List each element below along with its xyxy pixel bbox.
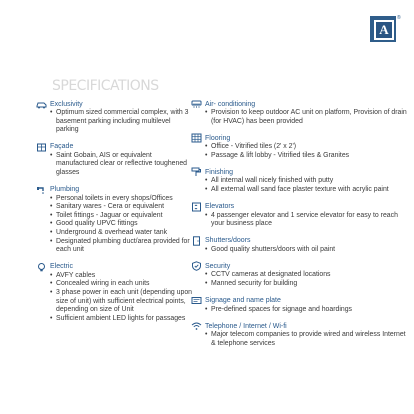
section-label: Telephone / Internet / Wi-fi xyxy=(205,322,287,330)
section-plumbing xyxy=(35,185,195,255)
list-item: • Toilet fittings - Jaguar or equivalent xyxy=(50,212,195,221)
elevator-icon xyxy=(190,202,202,212)
list-item: • Good quality UPVC fittings xyxy=(50,220,195,229)
list-item: • AVFY cables xyxy=(50,272,195,281)
section-elevators xyxy=(190,202,410,229)
section-header xyxy=(190,133,410,143)
section-label: Flooring xyxy=(205,134,231,142)
car-icon xyxy=(35,99,47,109)
section-header xyxy=(190,321,410,331)
list-item: • 4 passenger elevator and 1 service elevator for easy to reach your business place xyxy=(205,212,410,229)
section-label: Exclusivity xyxy=(50,100,83,108)
list-item: • Sufficient ambient LED lights for passages xyxy=(50,315,195,324)
section-list xyxy=(35,152,195,178)
section-label: Air- conditioning xyxy=(205,100,256,108)
list-item: • Concealed wiring in each units xyxy=(50,280,195,289)
section-label: Shutters/doors xyxy=(205,237,251,245)
brand-logo xyxy=(370,15,401,44)
list-item: • Passage & lift lobby - Vitrified tiles & Granites xyxy=(205,152,410,161)
section-telephone-internet-wi-fi xyxy=(190,321,410,348)
section-flooring xyxy=(190,133,410,160)
section-header xyxy=(190,261,410,271)
list-item: • All internal wall nicely finished with putty xyxy=(205,177,410,186)
list-item: • Underground & overhead water tank xyxy=(50,229,195,238)
section-header xyxy=(190,296,410,306)
section-electric xyxy=(35,262,195,324)
section-label: Elevators xyxy=(205,203,235,211)
section-air-conditioning xyxy=(190,99,410,126)
section-header xyxy=(35,142,195,152)
shield-icon xyxy=(190,261,202,271)
left-column xyxy=(35,99,195,330)
paint-roller-icon xyxy=(190,167,202,177)
tiles-icon xyxy=(190,133,202,143)
section-header xyxy=(35,185,195,195)
list-item: • Office - Vitrified tiles (2' x 2') xyxy=(205,143,410,152)
bulb-icon xyxy=(35,262,47,272)
section-label: Finishing xyxy=(205,168,234,176)
list-item: • CCTV cameras at designated locations xyxy=(205,271,410,280)
section-list xyxy=(190,331,410,348)
list-item: • 3 phase power in each unit (depending upon size of unit) with sufficient electrical points, depending on size of Unit xyxy=(50,289,195,315)
building-icon xyxy=(35,142,47,152)
logo-letter: A xyxy=(374,20,394,40)
section-list xyxy=(190,109,410,126)
page-title: SPECIFICATIONS xyxy=(52,78,159,94)
section-list xyxy=(190,306,410,315)
section-label: Security xyxy=(205,262,231,270)
section-header xyxy=(190,236,410,246)
section-header xyxy=(190,202,410,212)
door-icon xyxy=(190,236,202,246)
list-item: • Saint Gobain, AIS or equivalent manufactured clear or reflective toughened glasses xyxy=(50,152,195,178)
wifi-icon xyxy=(190,321,202,331)
section-list xyxy=(190,212,410,229)
registered-mark: ® xyxy=(397,15,401,21)
list-item: • Good quality shutters/doors with oil paint xyxy=(205,246,410,255)
list-item: • Optimum sized commercial complex, with 3 basement parking including multilevel parking xyxy=(50,109,195,135)
faucet-icon xyxy=(35,185,47,195)
section-list xyxy=(190,271,410,288)
signboard-icon xyxy=(190,296,202,306)
section-fa-ade xyxy=(35,142,195,178)
section-label: Signage and name plate xyxy=(205,297,281,305)
section-finishing xyxy=(190,167,410,194)
section-list xyxy=(190,177,410,194)
section-label: Electric xyxy=(50,263,73,271)
section-label: Plumbing xyxy=(50,186,80,194)
list-item: • Designated plumbing duct/area provided for each unit xyxy=(50,238,195,255)
section-signage-and-name-plate xyxy=(190,296,410,315)
right-column xyxy=(190,99,410,355)
section-list xyxy=(35,272,195,324)
list-item: • Pre-defined spaces for signage and hoardings xyxy=(205,306,410,315)
section-list xyxy=(190,246,410,255)
section-list xyxy=(35,109,195,135)
section-header xyxy=(35,99,195,109)
section-list xyxy=(35,195,195,255)
section-header xyxy=(190,99,410,109)
section-label: Façade xyxy=(50,143,74,151)
list-item: • Personal toilets in every shops/Offices xyxy=(50,195,195,204)
section-header xyxy=(190,167,410,177)
section-security xyxy=(190,261,410,288)
list-item: • Major telecom companies to provide wired and wireless Internet & telephone services xyxy=(205,331,410,348)
section-header xyxy=(35,262,195,272)
list-item: • Manned security for building xyxy=(205,280,410,289)
list-item: • Provision to keep outdoor AC unit on platform, Provision of drain (for HVAC) has been provided xyxy=(205,109,410,126)
section-shutters-doors xyxy=(190,236,410,255)
section-list xyxy=(190,143,410,160)
section-exclusivity xyxy=(35,99,195,135)
list-item: • All external wall sand face plaster texture with acrylic paint xyxy=(205,186,410,195)
list-item: • Sanitary wares - Cera or equivalent xyxy=(50,203,195,212)
ac-icon xyxy=(190,99,202,109)
